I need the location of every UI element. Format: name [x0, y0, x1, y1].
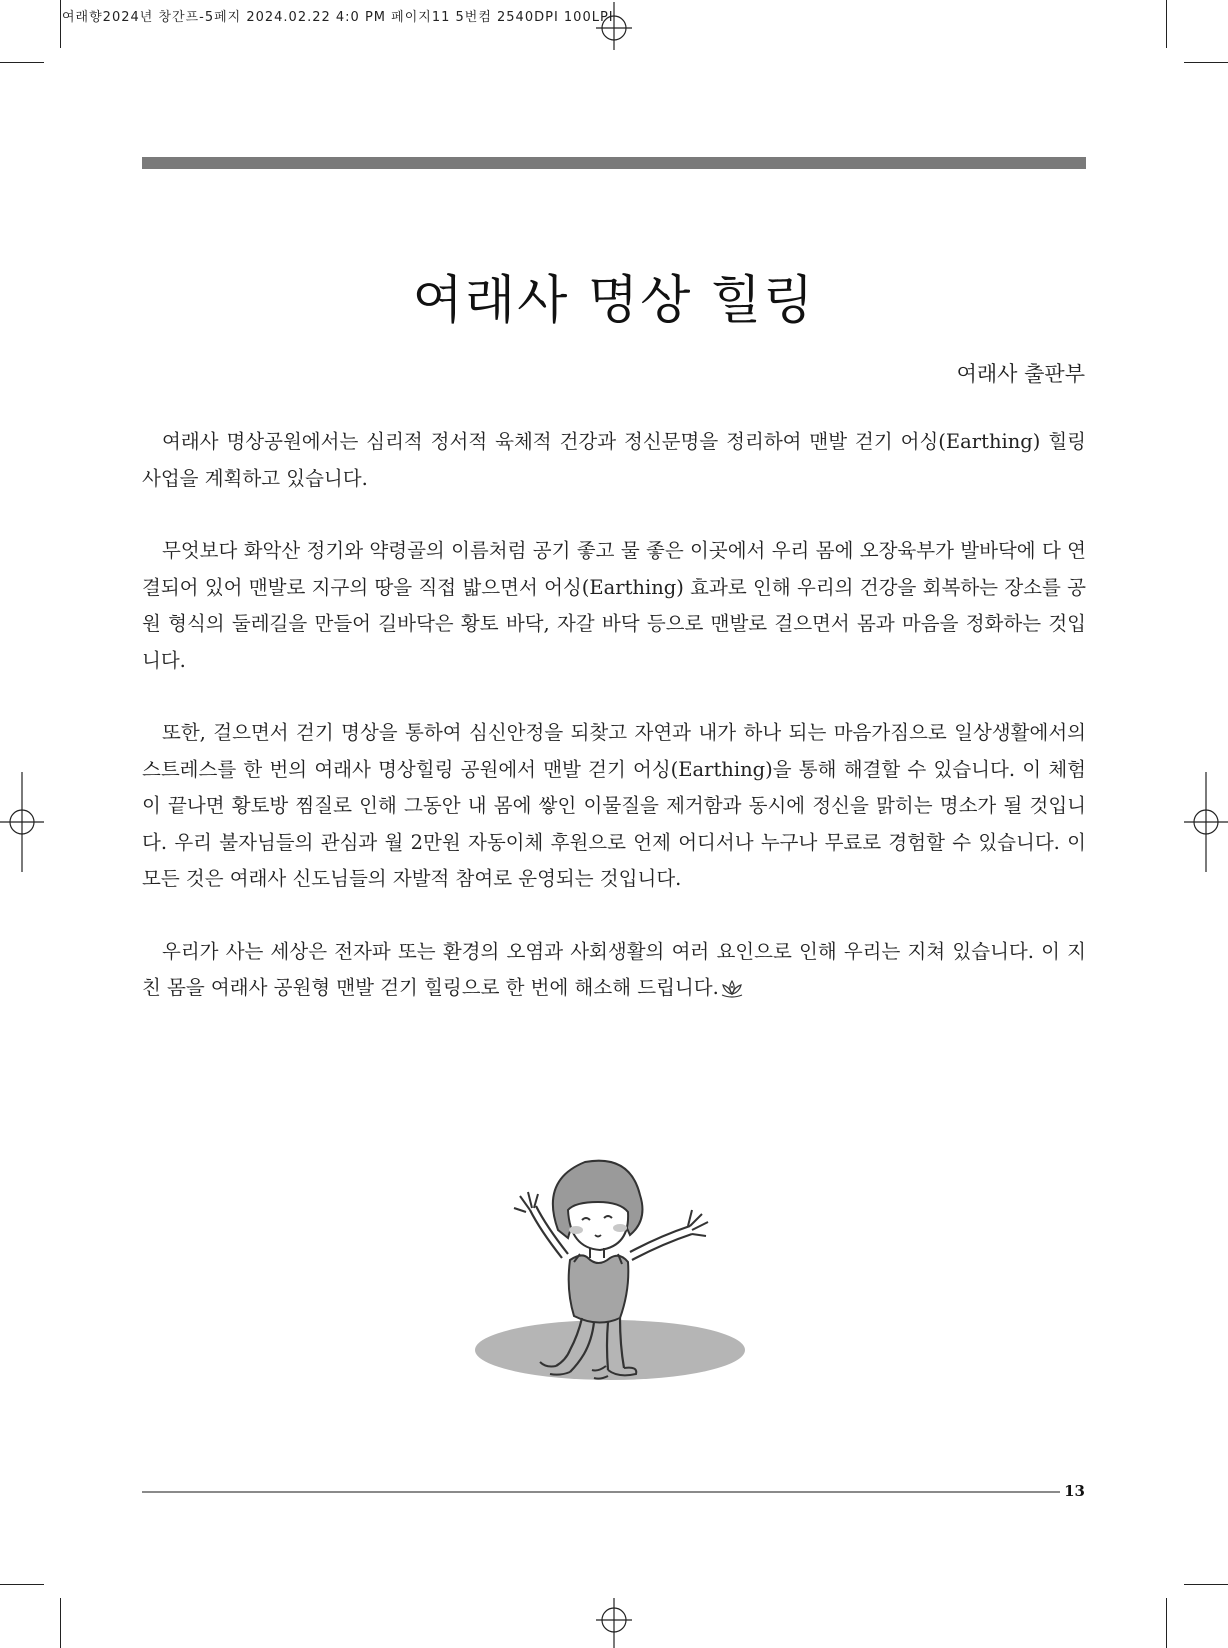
crop-mark-tr-v [1166, 0, 1167, 48]
crop-mark-br-v [1166, 1598, 1167, 1648]
crop-mark-tr-h [1184, 62, 1228, 63]
print-slug: 여래향2024년 창간프-5페지 2024.02.22 4:0 PM 페이지11 5번컴 2540DPI 100LPI [62, 10, 614, 25]
paragraph-1: 여래사 명상공원에서는 심리적 정서적 육체적 건강과 정신문명을 정리하여 맨발 걷기 어싱(Earthing) 힐링 사업을 계획하고 있습니다. [142, 430, 1086, 490]
crop-mark-tl-v [60, 0, 61, 48]
paragraph-2: 무엇보다 화악산 정기와 약령골의 이름처럼 공기 좋고 물 좋은 이곳에서 우리 몸에 오장육부가 발바닥에 다 연결되어 있어 맨발로 지구의 땅을 직접 밟으면서 어싱(Earthing) 효과로 인해 우리의 건강을 회복하는 장소를 공원 형식의 둘레길을 만들어 길바닥은 황토 바닥, 자갈 바닥 등으로 맨발로 걸으면서 몸과 마음을 정화하는 것입니다. [142, 539, 1086, 672]
author-credit: 여래사 출판부 [956, 362, 1085, 386]
page-title: 여래사 명상 힐링 [412, 271, 816, 331]
child-dancing-illustration [470, 1140, 760, 1390]
crop-mark-bl-v [60, 1598, 61, 1648]
registration-mark-left [0, 772, 44, 872]
registration-mark-right [1184, 772, 1228, 872]
lotus-icon [719, 979, 745, 999]
header-bar [142, 157, 1086, 169]
crop-mark-tl-h [0, 62, 44, 63]
paragraph-4 [142, 934, 1086, 1007]
page-number: 13 [1064, 1482, 1085, 1500]
paragraph-3: 또한, 걸으면서 걷기 명상을 통하여 심신안정을 되찾고 자연과 내가 하나 되는 마음가짐으로 일상생활에서의 스트레스를 한 번의 여래사 명상힐링 공원에서 맨발 걷기 어싱(Earthing)을 통해 해결할 수 있습니다. 이 체험이 끝나면 황토방 찜질로 인해 그동안 내 몸에 쌓인 이물질을 제거함과 동시에 정신을 맑히는 명소가 될 것입니다. 우리 불자님들의 관심과 월 2만원 자동이체 후원으로 언제 어디서나 누구나 무료로 경험할 수 있습니다. 이 모든 것은 여래사 신도님들의 자발적 참여로 운영되는 것입니다. [142, 721, 1086, 890]
footer-rule [142, 1491, 1060, 1493]
crop-mark-bl-h [0, 1584, 44, 1585]
article-body [142, 424, 1086, 1043]
paragraph-4-text: 우리가 사는 세상은 전자파 또는 환경의 오염과 사회생활의 여러 요인으로 인해 우리는 지쳐 있습니다. 이 지친 몸을 여래사 공원형 맨발 걷기 힐링으로 한 번에 해소해 드립니다. [142, 939, 1086, 999]
registration-mark-bottom [592, 1598, 636, 1648]
crop-mark-br-h [1184, 1584, 1228, 1585]
